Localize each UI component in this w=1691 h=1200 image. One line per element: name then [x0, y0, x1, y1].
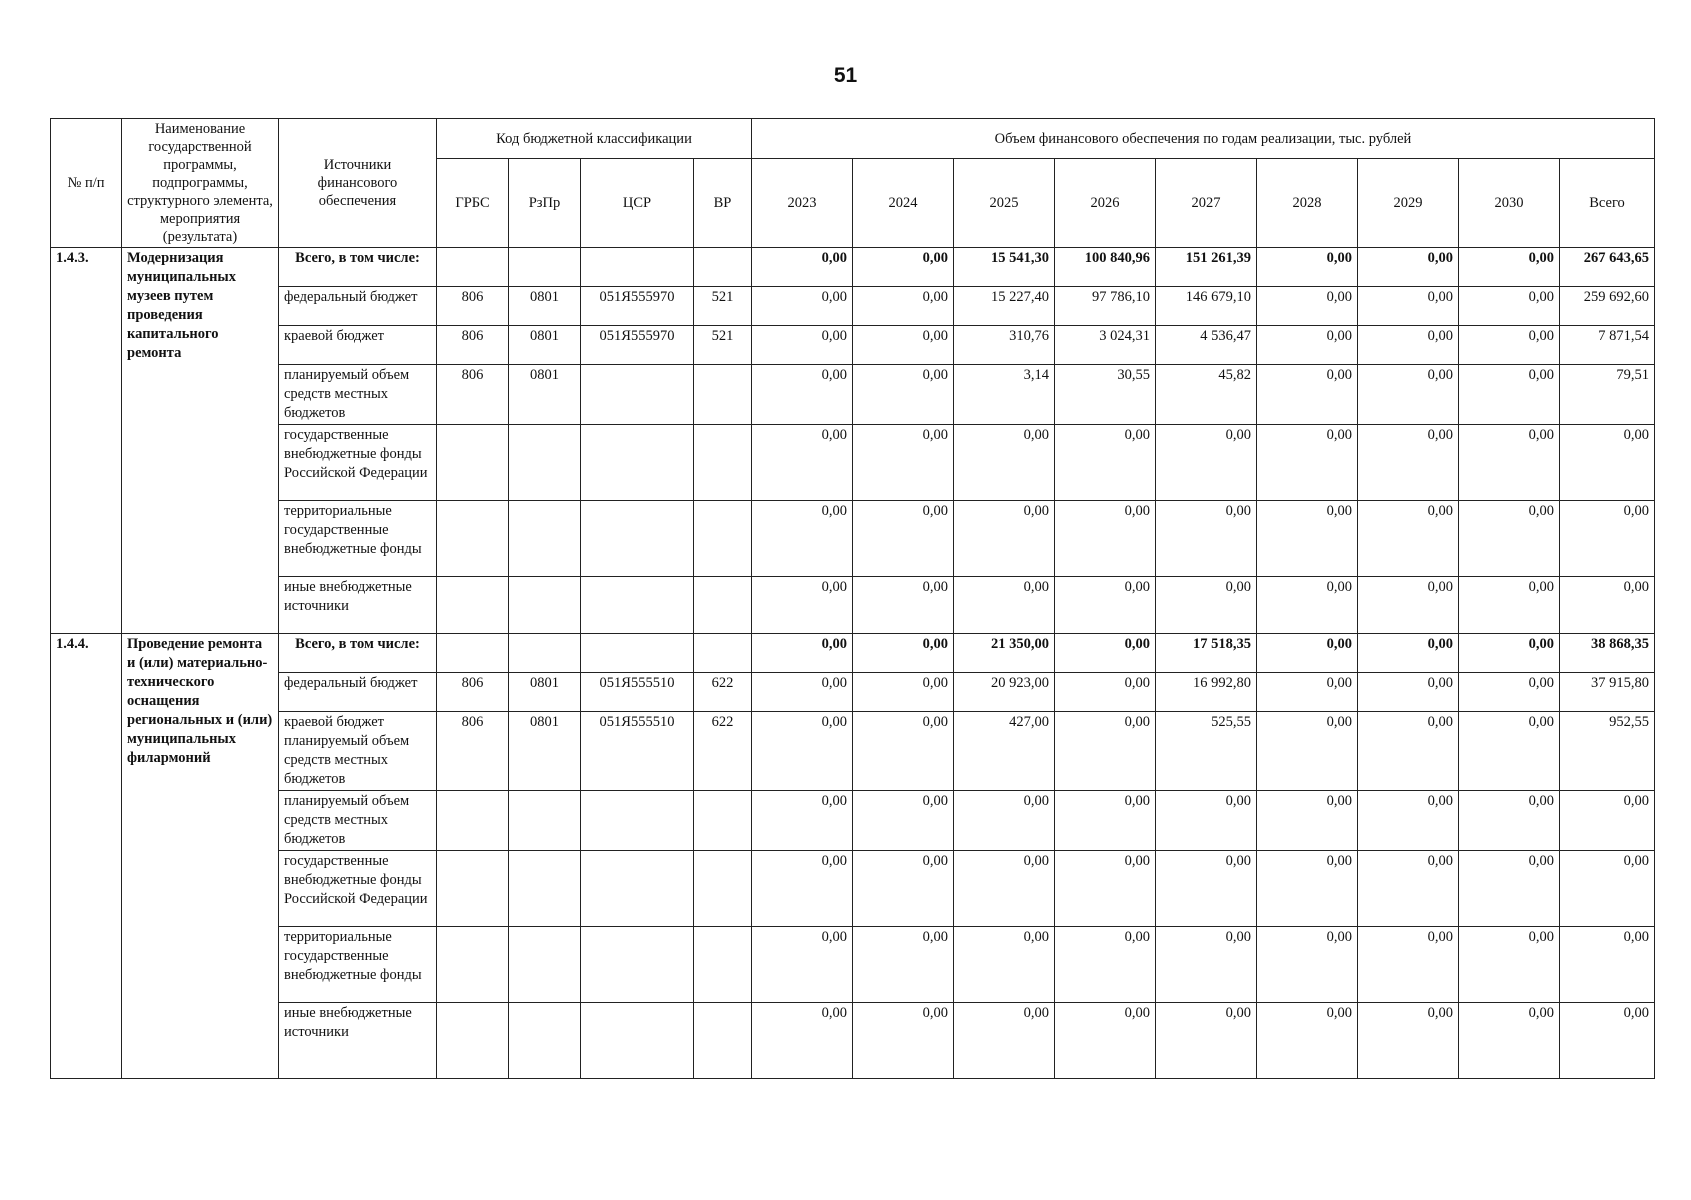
header-row-top	[51, 119, 1655, 159]
rzpr-code	[509, 425, 581, 501]
year-value: 0,00	[1358, 634, 1459, 673]
funding-source: краевой бюджет	[279, 326, 437, 365]
year-value: 0,00	[1156, 1003, 1257, 1079]
year-value: 16 992,80	[1156, 673, 1257, 712]
funding-source: иные внебюджетные источники	[279, 1003, 437, 1079]
year-value: 45,82	[1156, 365, 1257, 425]
year-value: 0,00	[1055, 673, 1156, 712]
year-value: 0,00	[1055, 577, 1156, 634]
vr-code: 521	[694, 287, 752, 326]
header-year: 2023	[752, 159, 853, 248]
grbs-code	[437, 851, 509, 927]
year-value: 0,00	[1257, 673, 1358, 712]
table-row	[51, 791, 1655, 851]
total-value: 0,00	[1560, 577, 1655, 634]
year-value: 0,00	[1156, 577, 1257, 634]
total-value: 0,00	[1560, 425, 1655, 501]
year-value: 0,00	[853, 365, 954, 425]
year-value: 0,00	[1459, 634, 1560, 673]
year-value: 0,00	[853, 501, 954, 577]
year-value: 0,00	[853, 287, 954, 326]
csr-code: 051Я555970	[581, 287, 694, 326]
year-value: 0,00	[853, 425, 954, 501]
year-value: 0,00	[853, 927, 954, 1003]
total-value: 0,00	[1560, 501, 1655, 577]
rzpr-code: 0801	[509, 326, 581, 365]
year-value: 0,00	[1257, 501, 1358, 577]
header-year: 2027	[1156, 159, 1257, 248]
total-value: 259 692,60	[1560, 287, 1655, 326]
year-value: 0,00	[1459, 425, 1560, 501]
grbs-code: 806	[437, 326, 509, 365]
year-value: 0,00	[853, 248, 954, 287]
year-value: 0,00	[954, 577, 1055, 634]
vr-code	[694, 365, 752, 425]
year-value: 0,00	[752, 1003, 853, 1079]
year-value: 0,00	[1459, 851, 1560, 927]
year-value: 525,55	[1156, 712, 1257, 791]
csr-code	[581, 851, 694, 927]
year-value: 0,00	[1459, 1003, 1560, 1079]
year-value: 0,00	[954, 791, 1055, 851]
year-value: 0,00	[1459, 712, 1560, 791]
rzpr-code	[509, 248, 581, 287]
csr-code	[581, 577, 694, 634]
year-value: 0,00	[1257, 712, 1358, 791]
table-row	[51, 851, 1655, 927]
year-value: 0,00	[954, 501, 1055, 577]
total-value: 0,00	[1560, 791, 1655, 851]
year-value: 0,00	[1055, 712, 1156, 791]
total-value: 0,00	[1560, 927, 1655, 1003]
year-value: 0,00	[1358, 673, 1459, 712]
year-value: 0,00	[1358, 365, 1459, 425]
year-value: 15 227,40	[954, 287, 1055, 326]
year-value: 151 261,39	[1156, 248, 1257, 287]
table-row	[51, 287, 1655, 326]
grbs-code	[437, 634, 509, 673]
year-value: 0,00	[752, 425, 853, 501]
vr-code	[694, 791, 752, 851]
year-value: 0,00	[752, 501, 853, 577]
measure-name: Проведение ремонта и (или) материально-технического оснащения региональных и (или) муниципальных филармоний	[122, 634, 279, 1079]
header-year: 2026	[1055, 159, 1156, 248]
vr-code: 622	[694, 712, 752, 791]
table-row	[51, 326, 1655, 365]
header-rzpr: РзПр	[509, 159, 581, 248]
csr-code	[581, 927, 694, 1003]
funding-source: Всего, в том числе:	[279, 248, 437, 287]
table-row	[51, 712, 1655, 791]
vr-code	[694, 577, 752, 634]
vr-code	[694, 248, 752, 287]
funding-source: иные внебюджетные источники	[279, 577, 437, 634]
year-value: 0,00	[1257, 927, 1358, 1003]
year-value: 30,55	[1055, 365, 1156, 425]
csr-code	[581, 365, 694, 425]
table-row	[51, 365, 1655, 425]
header-grbs: ГРБС	[437, 159, 509, 248]
csr-code: 051Я555510	[581, 712, 694, 791]
total-value: 0,00	[1560, 851, 1655, 927]
row-number: 1.4.3.	[51, 248, 122, 634]
year-value: 0,00	[1257, 791, 1358, 851]
year-value: 0,00	[1257, 287, 1358, 326]
funding-source: планируемый объем средств местных бюджетов	[279, 365, 437, 425]
header-year: 2025	[954, 159, 1055, 248]
grbs-code: 806	[437, 365, 509, 425]
csr-code	[581, 634, 694, 673]
rzpr-code: 0801	[509, 287, 581, 326]
year-value: 0,00	[853, 634, 954, 673]
year-value: 0,00	[1055, 851, 1156, 927]
rzpr-code: 0801	[509, 673, 581, 712]
total-value: 38 868,35	[1560, 634, 1655, 673]
year-value: 15 541,30	[954, 248, 1055, 287]
measure-name: Модернизация муниципальных музеев путем проведения капитального ремонта	[122, 248, 279, 634]
year-value: 0,00	[1358, 712, 1459, 791]
year-value: 0,00	[1358, 1003, 1459, 1079]
year-value: 0,00	[1459, 287, 1560, 326]
year-value: 310,76	[954, 326, 1055, 365]
year-value: 0,00	[752, 791, 853, 851]
year-value: 0,00	[1055, 791, 1156, 851]
year-value: 0,00	[1459, 927, 1560, 1003]
year-value: 0,00	[752, 673, 853, 712]
year-value: 0,00	[1358, 248, 1459, 287]
grbs-code: 806	[437, 673, 509, 712]
year-value: 0,00	[1459, 365, 1560, 425]
rzpr-code	[509, 791, 581, 851]
header-volume: Объем финансового обеспечения по годам реализации, тыс. рублей	[752, 119, 1655, 159]
year-value: 0,00	[1156, 851, 1257, 927]
vr-code	[694, 851, 752, 927]
year-value: 0,00	[1459, 577, 1560, 634]
year-value: 100 840,96	[1055, 248, 1156, 287]
rzpr-code	[509, 501, 581, 577]
grbs-code: 806	[437, 287, 509, 326]
grbs-code	[437, 927, 509, 1003]
year-value: 21 350,00	[954, 634, 1055, 673]
csr-code	[581, 791, 694, 851]
header-vr: ВР	[694, 159, 752, 248]
funding-source: территориальные государственные внебюджетные фонды	[279, 927, 437, 1003]
vr-code	[694, 634, 752, 673]
csr-code: 051Я555510	[581, 673, 694, 712]
header-num: № п/п	[51, 119, 122, 248]
table-body	[51, 248, 1655, 1079]
year-value: 0,00	[1358, 791, 1459, 851]
funding-source: планируемый объем средств местных бюджетов	[279, 791, 437, 851]
grbs-code: 806	[437, 712, 509, 791]
year-value: 0,00	[1257, 425, 1358, 501]
page-number: 51	[833, 64, 858, 87]
funding-source: федеральный бюджет	[279, 287, 437, 326]
year-value: 0,00	[853, 577, 954, 634]
funding-source: Всего, в том числе:	[279, 634, 437, 673]
funding-source: территориальные государственные внебюджетные фонды	[279, 501, 437, 577]
year-value: 97 786,10	[1055, 287, 1156, 326]
year-value: 0,00	[1257, 365, 1358, 425]
year-value: 0,00	[1257, 851, 1358, 927]
year-value: 0,00	[954, 1003, 1055, 1079]
year-value: 0,00	[752, 365, 853, 425]
table-row	[51, 927, 1655, 1003]
year-value: 0,00	[1055, 927, 1156, 1003]
year-value: 0,00	[1055, 634, 1156, 673]
year-value: 3 024,31	[1055, 326, 1156, 365]
year-value: 0,00	[1257, 326, 1358, 365]
year-value: 0,00	[1358, 501, 1459, 577]
year-value: 0,00	[853, 326, 954, 365]
year-value: 0,00	[1156, 501, 1257, 577]
table-row	[51, 673, 1655, 712]
year-value: 0,00	[1459, 791, 1560, 851]
rzpr-code: 0801	[509, 365, 581, 425]
rzpr-code: 0801	[509, 712, 581, 791]
year-value: 146 679,10	[1156, 287, 1257, 326]
year-value: 0,00	[752, 326, 853, 365]
csr-code	[581, 425, 694, 501]
funding-source: краевой бюджет планируемый объем средств местных бюджетов	[279, 712, 437, 791]
csr-code	[581, 248, 694, 287]
year-value: 0,00	[1358, 577, 1459, 634]
year-value: 3,14	[954, 365, 1055, 425]
table-row	[51, 1003, 1655, 1079]
year-value: 0,00	[1055, 1003, 1156, 1079]
total-value: 0,00	[1560, 1003, 1655, 1079]
year-value: 0,00	[1358, 927, 1459, 1003]
vr-code: 521	[694, 326, 752, 365]
vr-code: 622	[694, 673, 752, 712]
table-header	[51, 119, 1655, 248]
grbs-code	[437, 1003, 509, 1079]
year-value: 0,00	[1156, 425, 1257, 501]
total-value: 267 643,65	[1560, 248, 1655, 287]
year-value: 0,00	[752, 712, 853, 791]
header-source: Источники финансового обеспечения	[279, 119, 437, 248]
year-value: 0,00	[954, 927, 1055, 1003]
grbs-code	[437, 248, 509, 287]
budget-table	[50, 118, 1655, 1079]
rzpr-code	[509, 634, 581, 673]
vr-code	[694, 425, 752, 501]
rzpr-code	[509, 851, 581, 927]
rzpr-code	[509, 927, 581, 1003]
csr-code	[581, 501, 694, 577]
year-value: 0,00	[954, 425, 1055, 501]
funding-source: государственные внебюджетные фонды Российской Федерации	[279, 425, 437, 501]
year-value: 0,00	[1358, 287, 1459, 326]
header-year: 2028	[1257, 159, 1358, 248]
grbs-code	[437, 577, 509, 634]
total-value: 79,51	[1560, 365, 1655, 425]
year-value: 17 518,35	[1156, 634, 1257, 673]
year-value: 0,00	[1459, 326, 1560, 365]
year-value: 0,00	[1459, 673, 1560, 712]
year-value: 0,00	[1257, 1003, 1358, 1079]
grbs-code	[437, 791, 509, 851]
vr-code	[694, 1003, 752, 1079]
year-value: 0,00	[1156, 927, 1257, 1003]
funding-source: государственные внебюджетные фонды Российской Федерации	[279, 851, 437, 927]
header-csr: ЦСР	[581, 159, 694, 248]
grbs-code	[437, 425, 509, 501]
rzpr-code	[509, 1003, 581, 1079]
header-total: Всего	[1560, 159, 1655, 248]
year-value: 0,00	[1257, 634, 1358, 673]
header-year: 2024	[853, 159, 954, 248]
year-value: 0,00	[1358, 425, 1459, 501]
year-value: 0,00	[752, 287, 853, 326]
year-value: 0,00	[1055, 501, 1156, 577]
table-row	[51, 501, 1655, 577]
header-budget-code: Код бюджетной классификации	[437, 119, 752, 159]
year-value: 0,00	[752, 248, 853, 287]
year-value: 0,00	[752, 851, 853, 927]
header-year: 2029	[1358, 159, 1459, 248]
csr-code: 051Я555970	[581, 326, 694, 365]
year-value: 0,00	[752, 927, 853, 1003]
year-value: 0,00	[853, 791, 954, 851]
funding-source: федеральный бюджет	[279, 673, 437, 712]
year-value: 0,00	[752, 634, 853, 673]
year-value: 0,00	[853, 673, 954, 712]
year-value: 0,00	[1358, 326, 1459, 365]
vr-code	[694, 927, 752, 1003]
year-value: 0,00	[1156, 791, 1257, 851]
year-value: 20 923,00	[954, 673, 1055, 712]
year-value: 0,00	[853, 851, 954, 927]
total-value: 37 915,80	[1560, 673, 1655, 712]
row-number: 1.4.4.	[51, 634, 122, 1079]
year-value: 0,00	[1257, 248, 1358, 287]
year-value: 0,00	[1055, 425, 1156, 501]
header-name: Наименование государственной программы, подпрограммы, структурного элемента, мероприятия (результата)	[122, 119, 279, 248]
year-value: 0,00	[752, 577, 853, 634]
table-row	[51, 577, 1655, 634]
year-value: 0,00	[1459, 501, 1560, 577]
year-value: 0,00	[954, 851, 1055, 927]
year-value: 0,00	[853, 1003, 954, 1079]
grbs-code	[437, 501, 509, 577]
rzpr-code	[509, 577, 581, 634]
year-value: 0,00	[1358, 851, 1459, 927]
total-value: 952,55	[1560, 712, 1655, 791]
year-value: 0,00	[853, 712, 954, 791]
year-value: 0,00	[1257, 577, 1358, 634]
year-value: 427,00	[954, 712, 1055, 791]
table-row-total	[51, 634, 1655, 673]
table-row-total	[51, 248, 1655, 287]
year-value: 4 536,47	[1156, 326, 1257, 365]
table-row	[51, 425, 1655, 501]
total-value: 7 871,54	[1560, 326, 1655, 365]
year-value: 0,00	[1459, 248, 1560, 287]
vr-code	[694, 501, 752, 577]
csr-code	[581, 1003, 694, 1079]
header-year: 2030	[1459, 159, 1560, 248]
